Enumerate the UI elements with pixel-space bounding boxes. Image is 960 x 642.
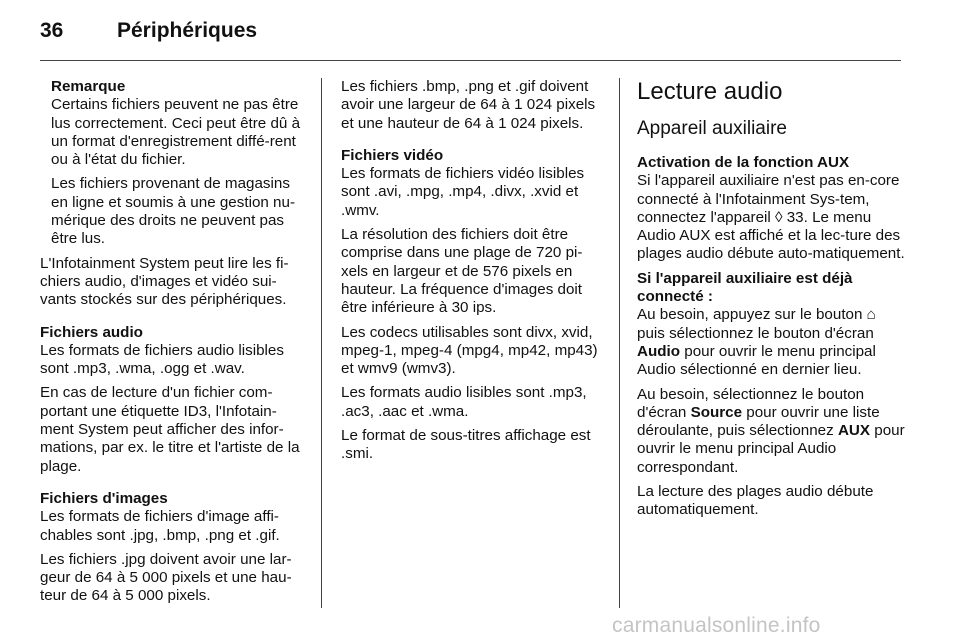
image-paragraph-2: Les fichiers .jpg doivent avoir une lar-geur de 64 à 5 000 pixels et une hau-teur de 64 à 5 000 pixels. <box>40 550 292 605</box>
audio-button-label: Audio <box>637 342 681 360</box>
text-run: puis sélectionnez le bouton d'écran <box>637 324 874 342</box>
text-run: Si l'appareil auxiliaire n'est pas en-core connecté à l'Infotainment Sys-tem, connectez l'appareil <box>637 172 900 226</box>
video-paragraph-1: Les formats de fichiers vidéo lisibles sont .avi, .mpg, .mp4, .divx, .xvid et .wmv. <box>341 165 585 219</box>
video-files-heading: Fichiers vidéo <box>341 146 444 164</box>
source-button-label: Source <box>690 403 743 421</box>
text-run: 33. Le menu Audio AUX est affiché et la lec-ture des plages audio débute auto-matiquement. <box>637 208 905 263</box>
column-divider-1 <box>321 78 322 608</box>
column-right <box>637 78 907 526</box>
column-middle <box>341 78 606 470</box>
already-connected-heading: Si l'appareil auxiliaire est déjà connecté : <box>637 269 853 306</box>
column-divider-2 <box>619 78 620 608</box>
video-paragraph-4: Les formats audio lisibles sont .mp3, .ac3, .aac et .wma. <box>341 384 587 420</box>
aux-label: AUX <box>837 422 871 440</box>
watermark: carmanualsonline.info <box>612 614 821 637</box>
text-run: pour ouvrir une liste déroulante, puis sélectionnez <box>637 403 880 440</box>
aux-activation-paragraph <box>637 172 907 263</box>
reference-arrow-icon: ◊ <box>775 208 783 226</box>
audio-paragraph-1: Les formats de fichiers audio lisibles sont .mp3, .wma, .ogg et .wav. <box>40 341 284 378</box>
image-files-heading: Fichiers d'images <box>40 489 168 507</box>
audio-files-heading: Fichiers audio <box>40 323 143 341</box>
note-paragraph-1: Certains fichiers peuvent ne pas être lus correctement. Ceci peut être dû à un format d'enregistrement diffé-rent ou à l'état du fichier. <box>51 96 301 169</box>
section-title: Lecture audio <box>637 78 783 105</box>
chapter-title: Périphériques <box>117 19 258 42</box>
home-icon: ⌂ <box>866 306 876 324</box>
text-run: Au besoin, appuyez sur le bouton <box>637 306 867 324</box>
note-title: Remarque <box>51 78 126 95</box>
audio-paragraph-2: En cas de lecture d'un fichier com-portant une étiquette ID3, l'Infotain-ment System peut afficher des infor-mations, par ex. le titre et l'artiste de la plage. <box>40 384 300 475</box>
video-paragraph-3: Les codecs utilisables sont divx, xvid, mpeg-1, mpeg-4 (mpg4, mp42, mp43) et wmv9 (wmv3). <box>341 323 598 378</box>
column-left <box>40 78 308 612</box>
aux-activation-heading: Activation de la fonction AUX <box>637 154 850 171</box>
text-run: pour ouvrir le menu principal Audio correspondant. <box>637 422 905 476</box>
text-run: Au besoin, sélectionnez le bouton d'écran <box>637 385 865 421</box>
source-button-paragraph <box>637 386 907 477</box>
home-button-paragraph <box>637 306 907 379</box>
intro-paragraph: L'Infotainment System peut lire les fi-chiers audio, d'images et vidéo sui-vants stockés sur des périphériques. <box>40 254 289 309</box>
playback-paragraph: La lecture des plages audio débute automatiquement. <box>637 483 874 519</box>
page-number: 36 <box>40 19 64 42</box>
video-paragraph-5: Le format de sous-titres affichage est .smi. <box>341 427 591 463</box>
bmp-png-gif-paragraph: Les fichiers .bmp, .png et .gif doivent avoir une largeur de 64 à 1 024 pixels et une hauteur de 64 à 1 024 pixels. <box>341 78 596 132</box>
header-rule <box>40 60 901 61</box>
video-paragraph-2: La résolution des fichiers doit être comprise dans une plage de 720 pi-xels en largeur et de 576 pixels en hauteur. La fréquence d'images doit être inférieure à 30 ips. <box>341 226 583 317</box>
text-run: pour ouvrir le menu principal Audio sélectionné en dernier lieu. <box>637 342 876 379</box>
image-paragraph-1: Les formats de fichiers d'image affi-chables sont .jpg, .bmp, .png et .gif. <box>40 508 280 544</box>
note-block <box>40 78 308 249</box>
subsection-title: Appareil auxiliaire <box>637 118 787 139</box>
note-paragraph-2: Les fichiers provenant de magasins en ligne et soumis à une gestion nu-mérique des droits ne peuvent pas être lus. <box>51 175 296 248</box>
